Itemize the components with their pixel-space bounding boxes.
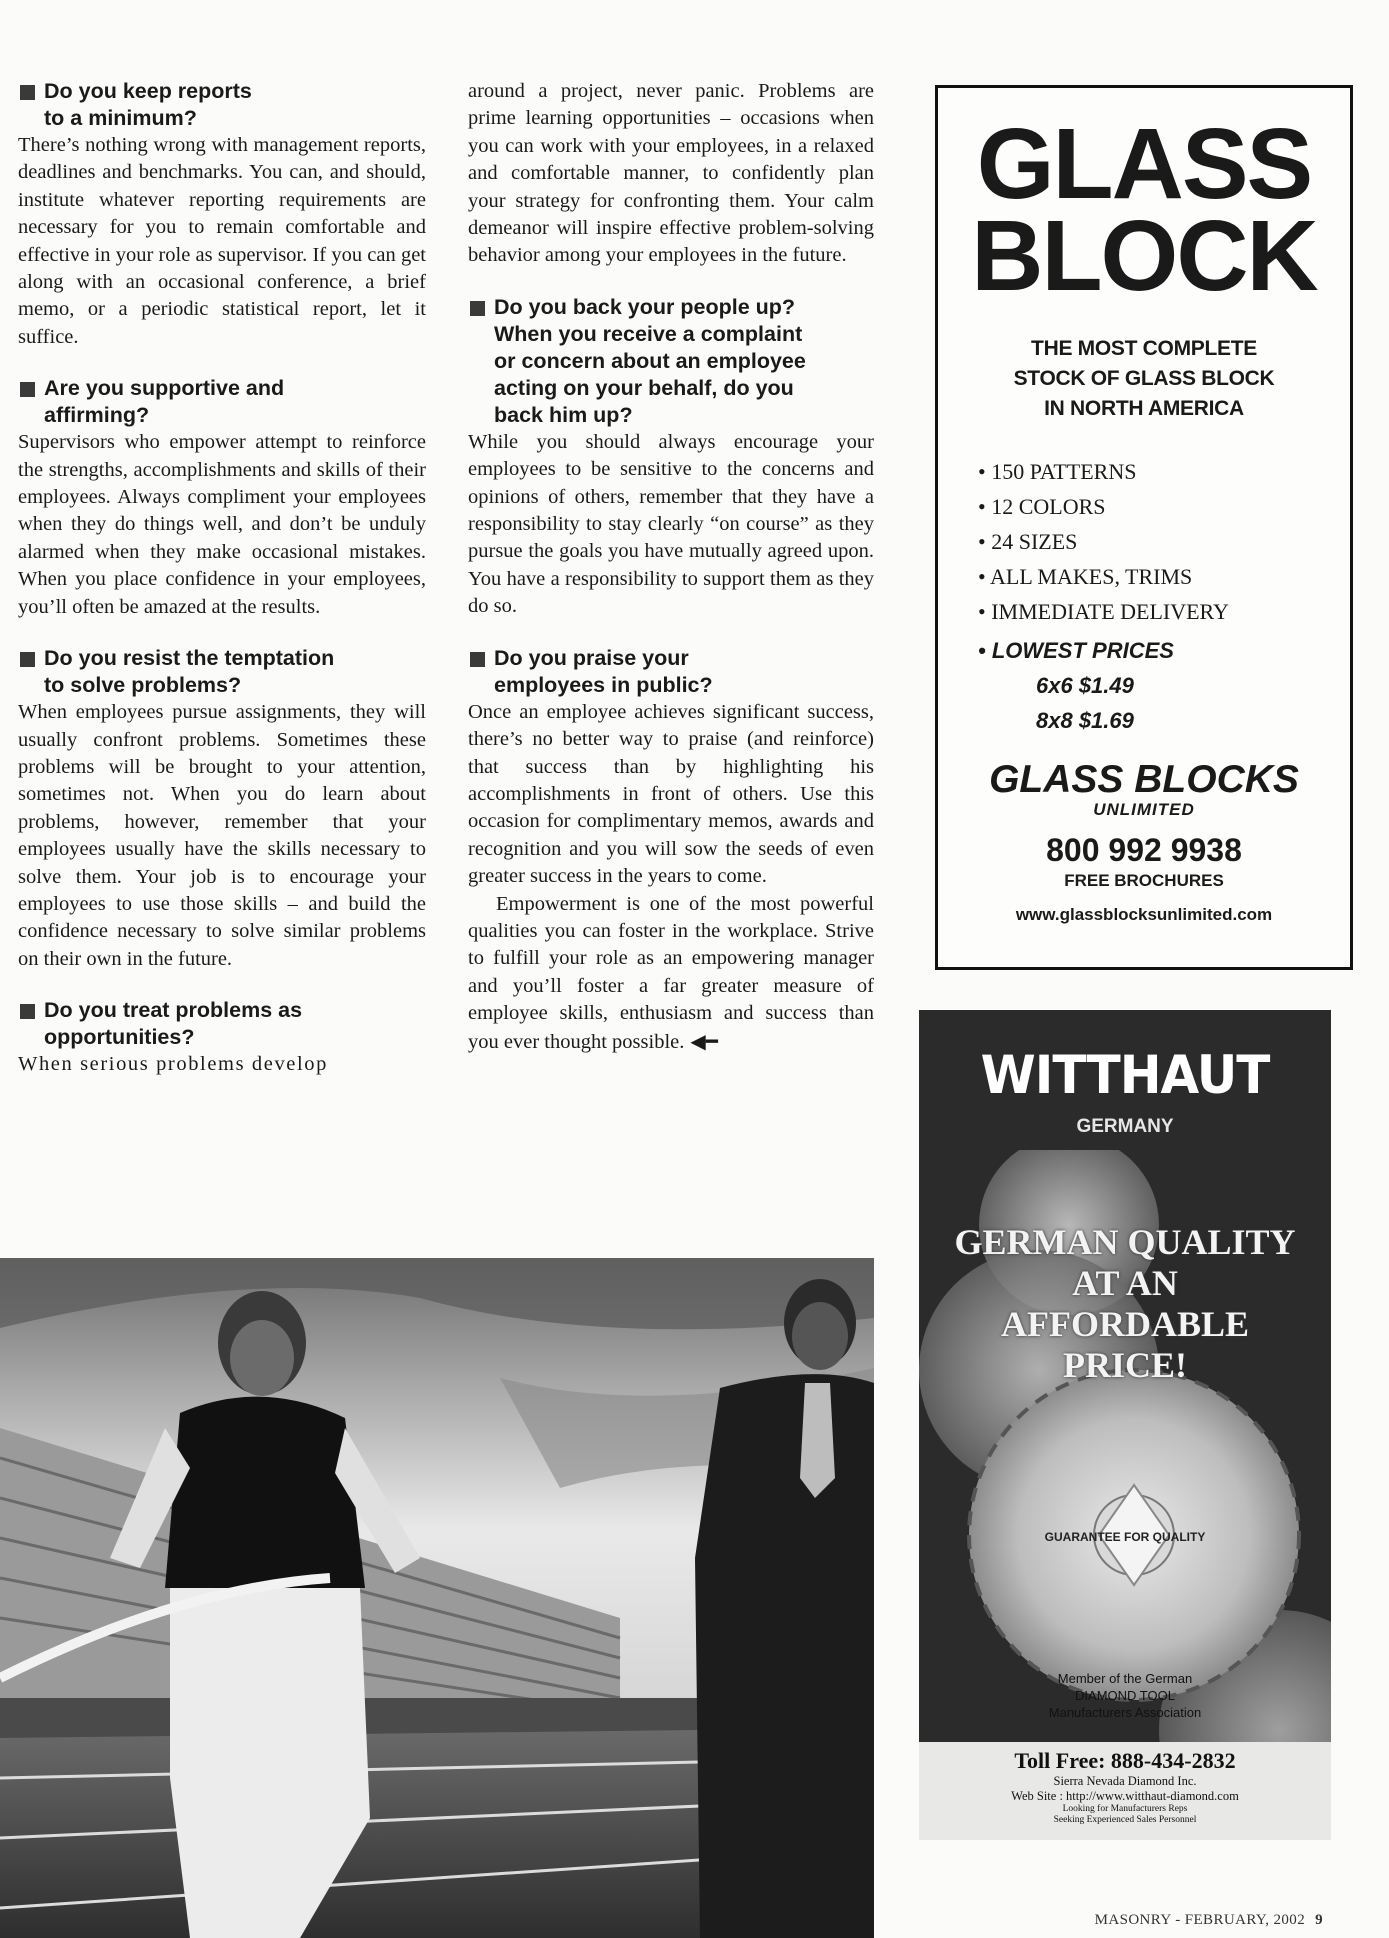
price-line: 6x6 $1.49 xyxy=(1036,673,1134,698)
bullet-square-icon xyxy=(20,652,35,667)
section-heading: Do you praise your employees in public? xyxy=(468,645,874,699)
ad-brand-sub: UNLIMITED xyxy=(1093,800,1195,819)
bullet-square-icon xyxy=(470,301,485,316)
article-column-1 xyxy=(18,78,426,1103)
ad-reps: Looking for Manufacturers Reps xyxy=(1062,1804,1188,1814)
ad-guarantee: GUARANTEE FOR QUALITY xyxy=(1044,1530,1206,1544)
page-number: 9 xyxy=(1315,1912,1323,1928)
bullet-square-icon xyxy=(470,652,485,667)
witthaut-logo: WITTHAUT xyxy=(980,1044,1270,1106)
section-body: When serious problems develop xyxy=(18,1053,328,1076)
ad-country: GERMANY xyxy=(1076,1116,1174,1137)
end-arrow-icon: ◀━ xyxy=(690,1028,718,1053)
section-body: Supervisors who empower attempt to reinforce the strengths, accomplishments and skills of their employees. Always compliment your employees when they do things well, and don’t be unduly alarmed when they make occasional mistakes. When you place confidence in your employees, you’ll often be amazed at the results. xyxy=(18,431,426,618)
price-line: 8x8 $1.69 xyxy=(1036,708,1134,733)
list-item: • 12 COLORS xyxy=(978,494,1106,519)
ad-title: GLASS BLOCK xyxy=(971,108,1317,312)
section-body: While you should always encourage your employees to be sensitive to the concerns and opinions of others, remember that they have a responsibility to stay clearly “on course” as they pursue the goals you have mutually agreed upon. You have a responsibility to support them as they do so. xyxy=(468,430,874,618)
section-heading: Are you supportive and affirming? xyxy=(18,375,426,429)
section-body: around a project, never panic. Problems are prime learning opportunities – occasions when you can work with your employees, in a relaxed and comfortable manner, to confidently plan your strategy for confronting them. Your calm demeanor will inspire effective problem-solving behavior among your employees in the future. xyxy=(468,80,874,267)
article-section xyxy=(18,645,426,973)
ad-membership: Member of the German DIAMOND TOOL Manufacturers Association xyxy=(1048,1671,1202,1720)
section-heading: Do you resist the temptation to solve problems? xyxy=(18,645,426,699)
article-section xyxy=(468,78,874,270)
ad-website: www.glassblocksunlimited.com xyxy=(1015,905,1273,924)
ad-feature-list xyxy=(978,454,1350,629)
ad-prices: • LOWEST PRICES 6x6 $1.49 8x8 $1.69 xyxy=(978,633,1350,738)
section-heading: Do you back your people up? When you receive a complaint or concern about an employee acting on your behalf, do you back him up? xyxy=(468,294,874,429)
article-section xyxy=(18,78,426,351)
section-body: When employees pursue assignments, they will usually confront problems. Sometimes these problems will be brought to your attention, sometimes not. When you do learn about problems, however, remember that your employees usually have the skills necessary to solve them. Your job is to encourage your employees to use those skills – and build the confidence necessary to solve similar problems on their own in the future. xyxy=(18,701,426,970)
runners-photo xyxy=(0,1258,874,1938)
ad-website: Web Site : http://www.witthaut-diamond.com xyxy=(1011,1789,1239,1803)
ad-contact-footer xyxy=(919,1742,1331,1840)
section-heading: Do you keep reports to a minimum? xyxy=(18,78,426,132)
ad-toll-free: Toll Free: 888-434-2832 xyxy=(1014,1748,1236,1773)
section-heading: Do you treat problems as opportunities? xyxy=(18,997,426,1051)
ad-phone: 800 992 9938 xyxy=(1046,832,1242,868)
publication-name: MASONRY - FEBRUARY, 2002 xyxy=(1094,1912,1306,1928)
page-footer xyxy=(1095,1912,1323,1929)
ad-sales: Seeking Experienced Sales Personnel xyxy=(1053,1815,1197,1825)
ad-headline: GERMAN QUALITY AT AN AFFORDABLE PRICE! xyxy=(954,1222,1296,1385)
bullet-square-icon xyxy=(20,85,35,100)
section-body: There’s nothing wrong with management reports, deadlines and benchmarks. You can, and should, institute whatever reporting requirements are necessary for you to remain comfortable and effective in your role as supervisor. If you can get along with an occasional conference, a brief memo, or a periodic statistical report, let it suffice. xyxy=(18,134,426,348)
list-item: • 24 SIZES xyxy=(978,529,1078,554)
article-section xyxy=(468,645,874,1056)
article-column-2 xyxy=(468,78,874,1056)
section-body: Once an employee achieves significant success, there’s no better way to praise (and reinforce) that success than by highlighting his accomplishments in front of others. Use this occasion for complimentary memos, awards and recognition and you will sow the seeds of even greater success in the years to come. xyxy=(468,700,874,888)
closing-paragraph: Empowerment is one of the most powerful qualities you can foster in the workplace. Strive to fulfill your role as an empowering manager and you’ll foster a far greater measure of employee skills, enthusiasm and success than you ever thought possible. ◀━ xyxy=(468,892,874,1053)
article-section xyxy=(18,997,426,1078)
list-item: • ALL MAKES, TRIMS xyxy=(978,564,1193,589)
bullet-square-icon xyxy=(20,382,35,397)
ad-brand: GLASS BLOCKS xyxy=(989,758,1299,801)
article-section xyxy=(18,375,426,621)
ad-company: Sierra Nevada Diamond Inc. xyxy=(1053,1774,1197,1788)
ad-brochures: FREE BROCHURES xyxy=(1064,871,1224,890)
ad-tagline: THE MOST COMPLETE STOCK OF GLASS BLOCK IN NORTH AMERICA xyxy=(1013,337,1275,420)
article-section xyxy=(468,294,874,621)
bullet-square-icon xyxy=(20,1004,35,1019)
list-item: • IMMEDIATE DELIVERY xyxy=(978,599,1229,624)
witthaut-advertisement xyxy=(919,1010,1331,1840)
glass-block-advertisement xyxy=(935,85,1353,970)
list-item: • 150 PATTERNS xyxy=(978,459,1137,484)
